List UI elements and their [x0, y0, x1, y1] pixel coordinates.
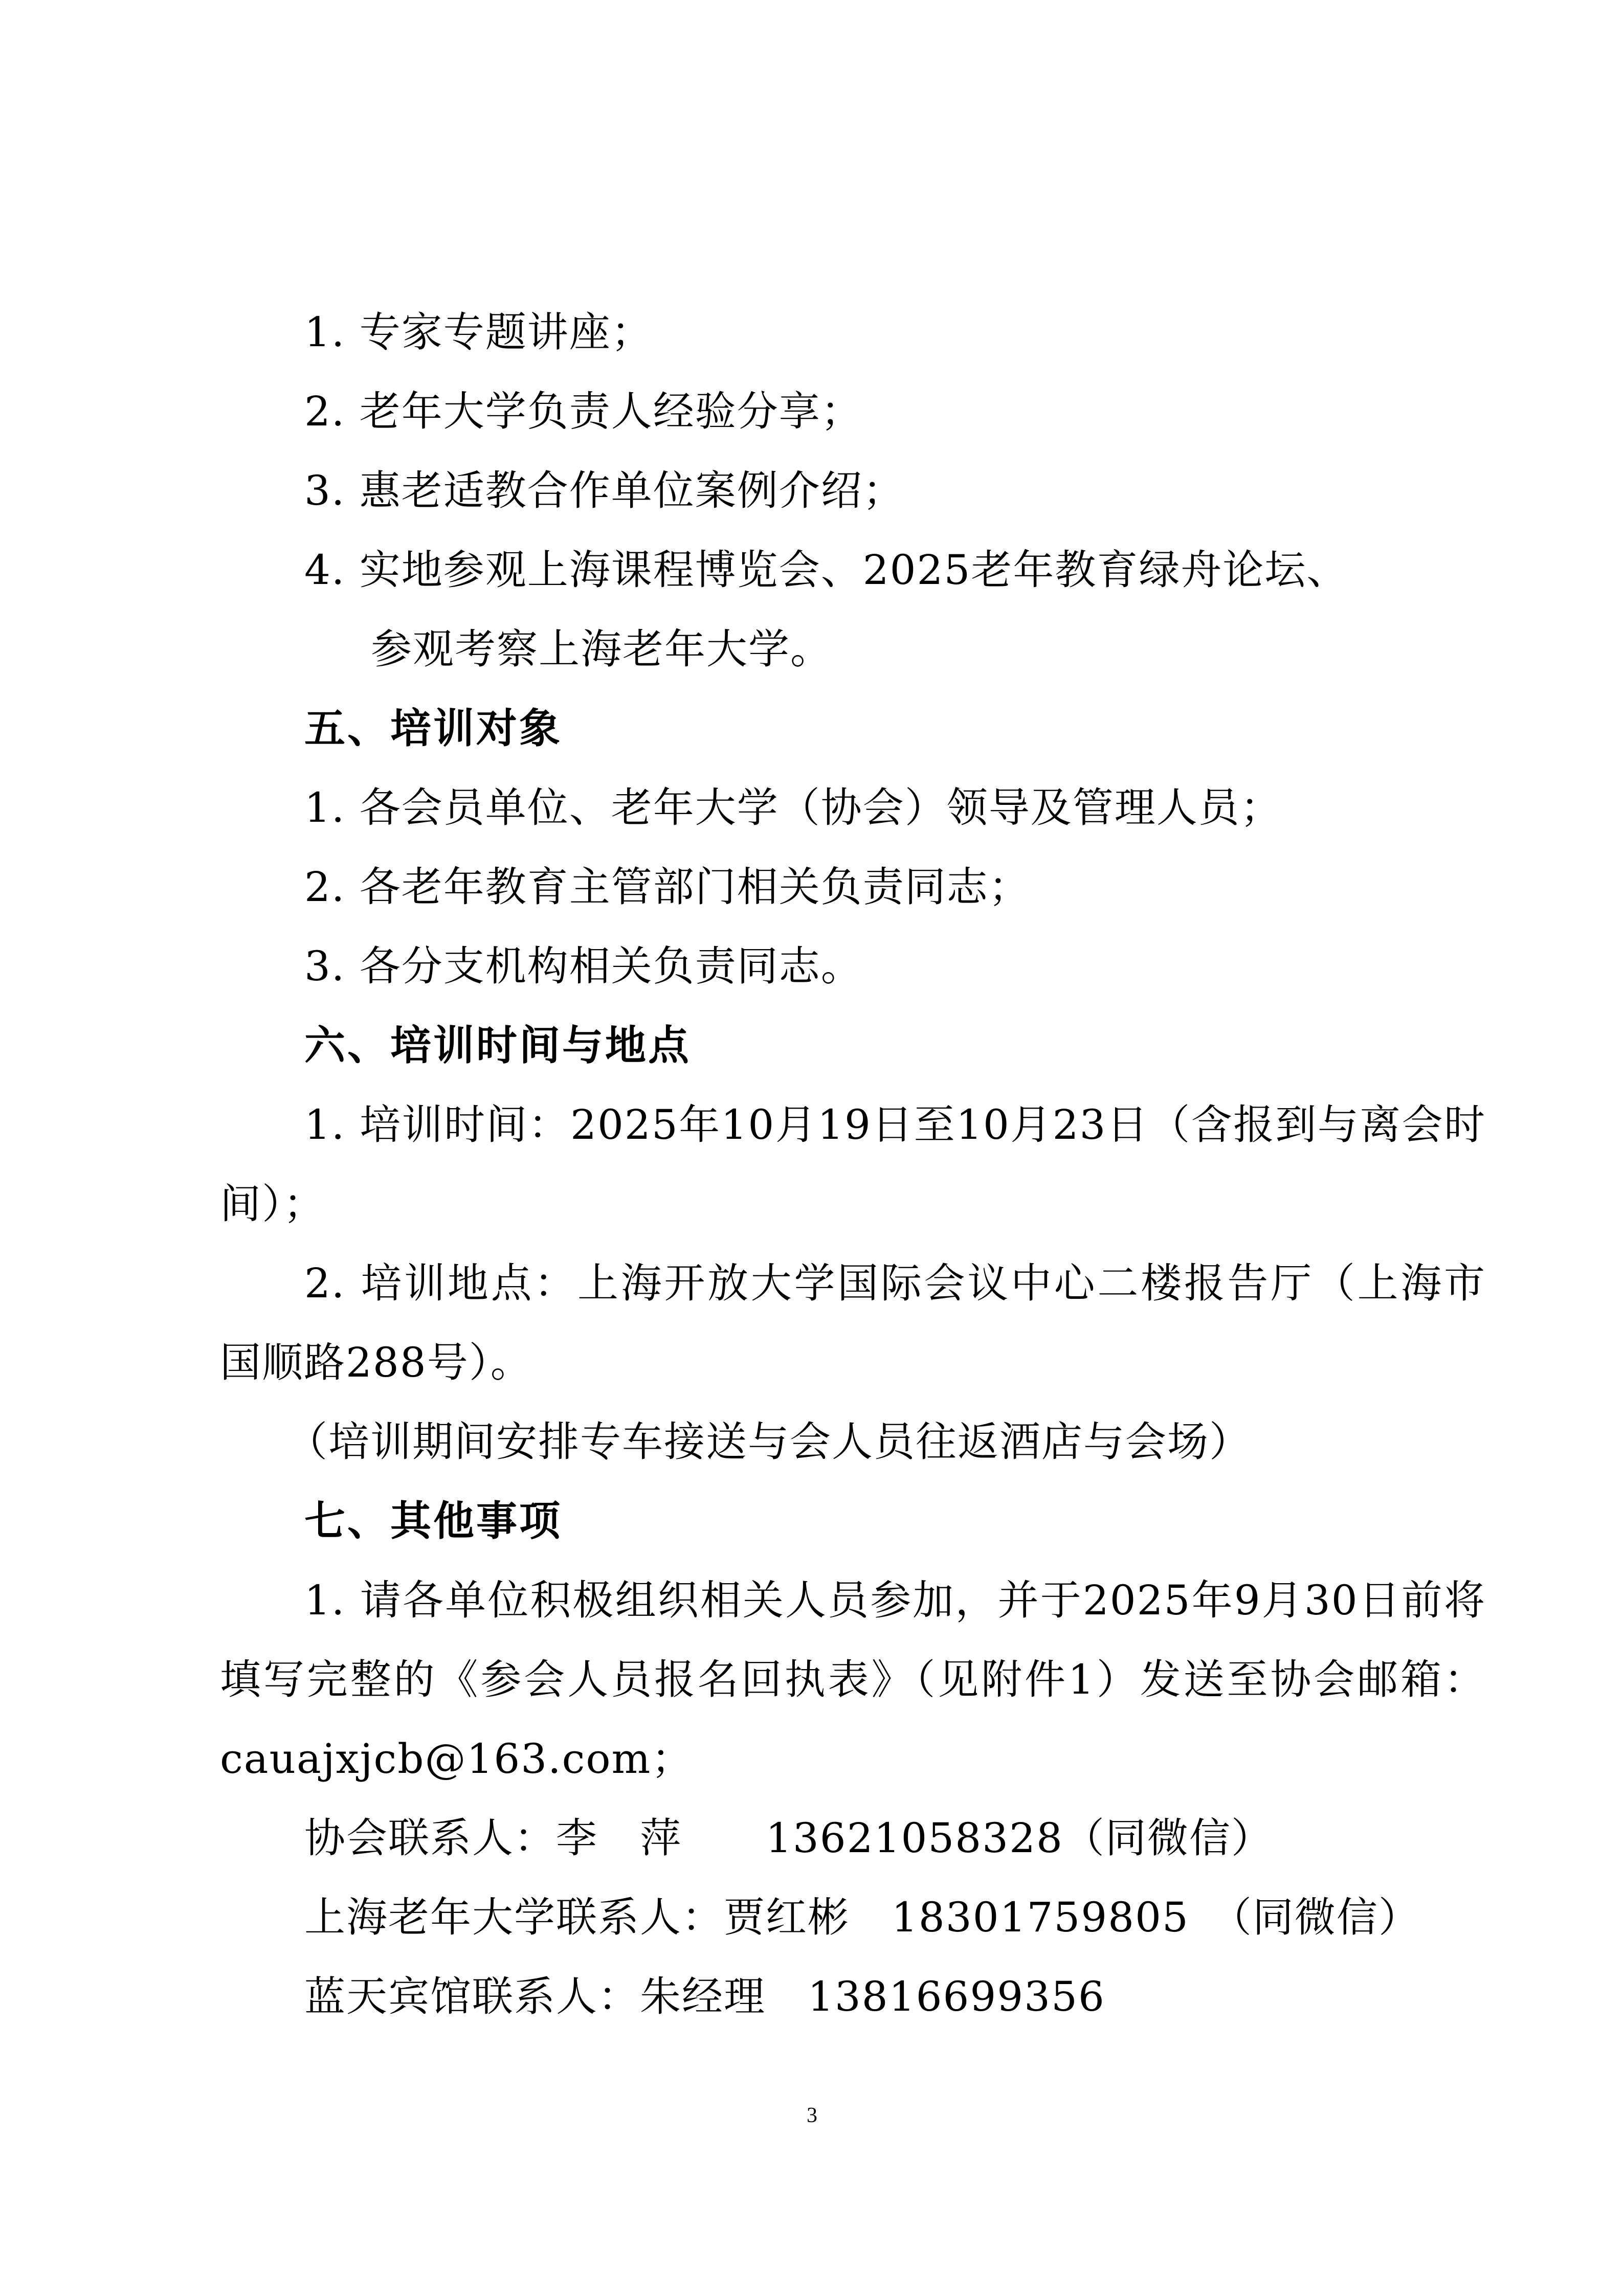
section4-item-3: 3. 惠老适教合作单位案例介绍；: [304, 467, 905, 514]
contact-email: cauajxjcb@163.com；: [220, 1735, 694, 1783]
page-number: 3: [807, 2104, 817, 2127]
section6-heading: 六、培训时间与地点: [304, 1022, 691, 1069]
hotel-contact: 蓝天宾馆联系人：朱经理 13816699356: [304, 1973, 1105, 2020]
shuttle-note: （培训期间安排专车接送与会人员往返酒店与会场）: [286, 1418, 1251, 1466]
section4-item-2: 2. 老年大学负责人经验分享；: [304, 388, 863, 435]
section5-item-1: 1. 各会员单位、老年大学（协会）领导及管理人员；: [304, 784, 1282, 831]
registration-line-2: 填写完整的《参会人员报名回执表》（见附件1）发送至协会邮箱：: [220, 1656, 1486, 1703]
training-place-line-2: 国顺路288号）。: [220, 1339, 532, 1386]
section4-item-4: 4. 实地参观上海课程博览会、2025老年教育绿舟论坛、: [304, 546, 1349, 594]
section7-heading: 七、其他事项: [304, 1497, 562, 1545]
section5-item-3: 3. 各分支机构相关负责同志。: [304, 942, 863, 990]
section5-heading: 五、培训对象: [304, 705, 562, 752]
registration-line-1: 1. 请各单位积极组织相关人员参加，并于2025年9月30日前将: [304, 1577, 1486, 1624]
section4-item-4-continued: 参观考察上海老年大学。: [371, 625, 832, 673]
training-time-line-1: 1. 培训时间：2025年10月19日至10月23日（含报到与离会时: [304, 1101, 1486, 1149]
section5-item-2: 2. 各老年教育主管部门相关负责同志；: [304, 863, 1031, 911]
university-contact: 上海老年大学联系人：贾红彬 18301759805 （同微信）: [304, 1894, 1420, 1941]
training-place-line-1: 2. 培训地点：上海开放大学国际会议中心二楼报告厅（上海市: [304, 1259, 1486, 1307]
association-contact: 协会联系人：李 萍 13621058328（同微信）: [304, 1814, 1273, 1862]
training-time-line-2: 间）；: [220, 1180, 325, 1228]
section4-item-1: 1. 专家专题讲座；: [304, 308, 653, 356]
